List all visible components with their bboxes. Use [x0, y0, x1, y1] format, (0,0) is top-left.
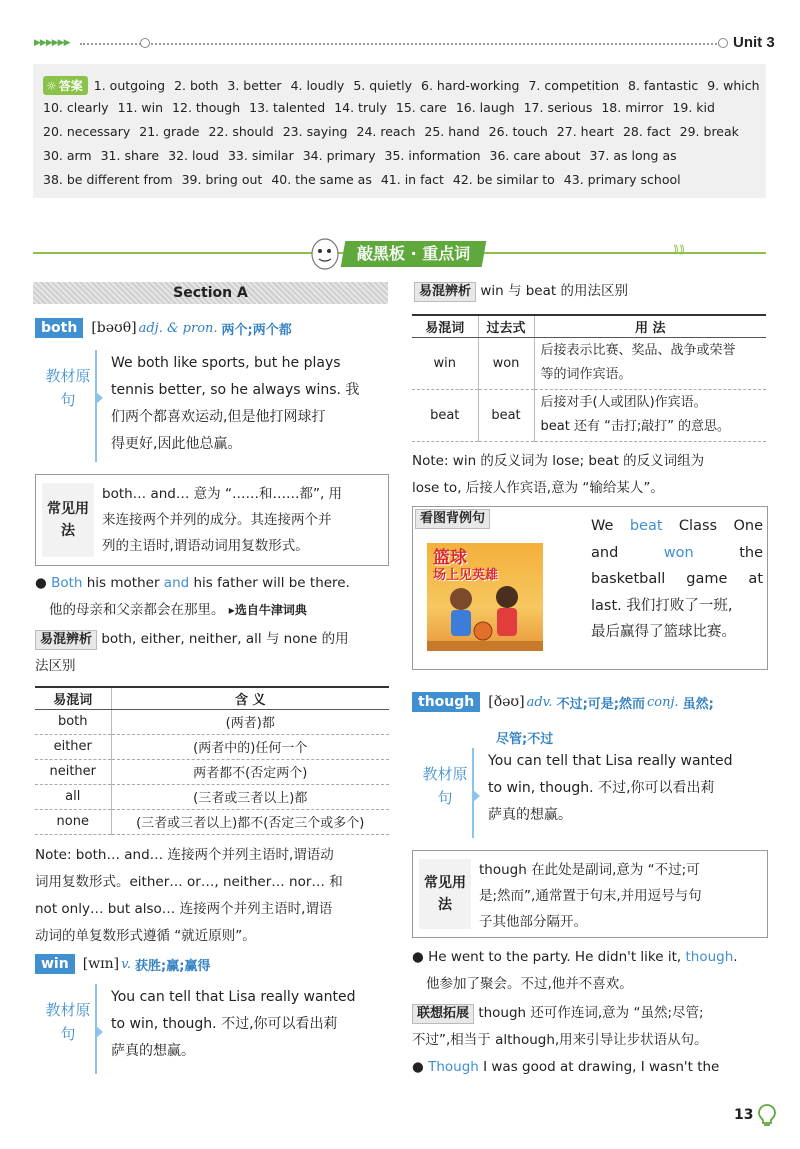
table-cell: either [35, 734, 111, 759]
word-meaning: 虽然; [682, 696, 714, 712]
banner-title: 敲黑板 · 重点词 [341, 241, 487, 267]
table-cell: (三者或三者以上)都不(否定三个或多个) [111, 809, 389, 834]
word-meaning: 不过;可是;然而 [556, 696, 645, 712]
text-line: though 在此处是副词,意为 “不过;可 [479, 862, 700, 878]
part-of-speech: adj. & pron. [138, 320, 218, 336]
answer-badge-label: 答案 [58, 79, 83, 93]
word-tag: though [412, 692, 480, 712]
table-cell: win [412, 337, 478, 389]
answer-box [33, 64, 766, 198]
word-tag: win [35, 954, 75, 974]
textbook-sentence-win [41, 984, 386, 1074]
usage-text [94, 475, 348, 565]
answer-item: 35. information [384, 148, 481, 163]
answer-item: 9. which [707, 77, 760, 93]
example-though [412, 944, 768, 998]
header-dotted-rule [80, 43, 720, 45]
answer-line [43, 100, 758, 124]
textbook-text [474, 748, 732, 838]
example-cn: 他参加了聚会。不过,他并不喜欢。 [426, 976, 633, 992]
answer-item: 4. loudly [290, 77, 345, 93]
compare-tag: 易混辨析 [414, 282, 476, 302]
source-note: ▸选自牛津词典 [228, 603, 307, 617]
textbook-label: 教材原句 [41, 984, 97, 1074]
answer-item: 40. the same as [271, 172, 372, 187]
text-line: 词用复数形式。either… or…, neither… nor… 和 [35, 874, 343, 890]
lightbulb-icon: ☼ [46, 78, 57, 93]
table-row [35, 759, 389, 784]
table-row [412, 389, 766, 441]
table-cell: none [35, 809, 111, 834]
answer-item: 13. talented [249, 100, 326, 115]
table-cell: won [478, 337, 534, 389]
text-line: to win, though. 不过,你可以看出莉 [111, 1016, 338, 1032]
text-line: 列的主语时,谓语动词用复数形式。 [102, 538, 309, 554]
compare-table-win-beat [412, 314, 766, 442]
basketball-illustration [427, 543, 543, 651]
word-heading-though [412, 692, 768, 712]
section-banner [33, 234, 766, 274]
table-cell: (三者或三者以上)都 [111, 784, 389, 809]
answer-line [43, 76, 758, 100]
answer-item: 5. quietly [353, 77, 413, 93]
unit-label: Unit 3 [733, 34, 775, 51]
table-cell: beat [412, 389, 478, 441]
table-header-cell: 含 义 [111, 687, 389, 709]
compare-title-cont: 法区别 [35, 658, 76, 674]
answer-badge [43, 76, 88, 95]
table-cell: 后接对手(人或团队)作宾语。 beat 还有 “击打;敲打” 的意思。 [534, 389, 766, 441]
text-line: 最后赢得了篮球比赛。 [591, 624, 736, 640]
players-illustration [427, 583, 543, 651]
table-row [35, 809, 389, 834]
text-line: 们两个都喜欢运动,但是他打网球打 [111, 409, 326, 425]
textbook-sentence-though [418, 748, 768, 838]
answer-item: 27. heart [556, 124, 614, 139]
text-line: though 还可作连词,意为 “虽然;尽管; [478, 1005, 704, 1021]
text-line: both… and… 意为 “……和……都”, 用 [102, 486, 343, 502]
example-en: ● Both his mother and his father will be there. [35, 575, 350, 591]
answer-item: 22. should [208, 124, 274, 139]
mascot-icon [308, 234, 342, 272]
text-line: 动词的单复数形式遵循 “就近原则”。 [35, 928, 256, 944]
table-row [35, 784, 389, 809]
answer-item: 1. outgoing [93, 77, 166, 93]
phonetic: [ðəʊ] [488, 694, 525, 710]
table-header [35, 687, 389, 709]
answer-item: 33. similar [227, 148, 294, 163]
text-line: tennis better, so he always wins. 我 [111, 382, 360, 398]
text-line: We beat Class One [591, 518, 763, 534]
answer-item: 20. necessary [43, 124, 131, 139]
usage-label: 常见用法 [42, 483, 94, 557]
word-meaning: 获胜;赢;赢得 [135, 958, 211, 974]
answer-item: 36. care about [489, 148, 581, 163]
text-line: Note: both… and… 连接两个并列主语时,谓语动 [35, 847, 334, 863]
header-circle-decoration [140, 38, 150, 48]
answer-item: 38. be different from [43, 172, 173, 187]
text-line: You can tell that Lisa really wanted [488, 753, 733, 769]
association-though [412, 1000, 768, 1081]
answer-item: 15. care [395, 100, 447, 115]
table-header-cell: 过去式 [478, 315, 534, 337]
compare-tag: 易混辨析 [35, 630, 97, 650]
text-line: to win, though. 不过,你可以看出莉 [488, 780, 715, 796]
text-line: 不过”,相当于 although,用来引导让步状语从句。 [412, 1032, 708, 1048]
part-of-speech: v. [121, 956, 132, 972]
answer-item: 43. primary school [563, 172, 681, 187]
table-header [412, 315, 766, 337]
example-cn: 他的母亲和父亲都会在那里。 ▸选自牛津词典 [49, 602, 307, 618]
answer-item: 24. reach [356, 124, 416, 139]
table-cell: 后接表示比赛、奖品、战争或荣誉 等的词作宾语。 [534, 337, 766, 389]
answer-item: 25. hand [424, 124, 480, 139]
part-of-speech: adv. [526, 694, 553, 710]
answer-item: 8. fantastic [628, 77, 699, 93]
word-heading-both [35, 318, 292, 338]
text-line: We both like sports, but he plays [111, 355, 341, 371]
textbook-text [97, 350, 359, 462]
part-of-speech: conj. [646, 694, 679, 710]
common-usage-both [35, 474, 389, 566]
answer-item: 21. grade [139, 124, 200, 139]
example-en: ● Though I was good at drawing, I wasn't the [412, 1059, 720, 1075]
table-header-cell: 易混词 [35, 687, 111, 709]
answer-item: 2. both [174, 77, 219, 93]
table-cell: neither [35, 759, 111, 784]
table-cell: (两者)都 [111, 709, 389, 734]
association-tag: 联想拓展 [412, 1004, 474, 1024]
answer-item: 26. touch [488, 124, 548, 139]
text-line: 萨真的想赢。 [111, 1043, 195, 1059]
textbook-label: 教材原句 [41, 350, 97, 462]
textbook-label: 教材原句 [418, 748, 474, 838]
answer-item: 23. saying [282, 124, 348, 139]
text-line: lose to, 后接人作宾语,意为 “输给某人”。 [412, 480, 664, 496]
text-line: 是;然而”,通常置于句末,并用逗号与句 [479, 888, 702, 904]
common-usage-though [412, 850, 768, 938]
chevron-right-icon: ⟫⟫ [673, 243, 686, 256]
header-circle-decoration [718, 38, 728, 48]
text-line: 萨真的想赢。 [488, 807, 572, 823]
compare-title: both, either, neither, all 与 none 的用 [101, 631, 349, 647]
answer-item: 17. serious [523, 100, 593, 115]
answer-line [43, 124, 758, 148]
text-line: 来连接两个并列的成分。其连接两个并 [102, 512, 332, 528]
text-line: You can tell that Lisa really wanted [111, 989, 356, 1005]
answer-item: 19. kid [672, 100, 715, 115]
answer-item: 28. fact [622, 124, 671, 139]
table-row [35, 709, 389, 734]
table-header-cell: 用 法 [534, 315, 766, 337]
text-line: last. 我们打败了一班, [591, 597, 733, 614]
example-en: ● He went to the party. He didn't like it, though. [412, 949, 738, 965]
compare-both [35, 626, 390, 680]
answer-item: 37. as long as [589, 148, 677, 163]
answer-item: 11. win [117, 100, 164, 115]
textbook-text [97, 984, 355, 1074]
word-meaning: 两个;两个都 [221, 322, 292, 338]
textbook-sentence-both [41, 350, 386, 462]
answer-item: 34. primary [302, 148, 376, 163]
note-both [35, 842, 390, 950]
answer-item: 31. share [100, 148, 160, 163]
note-win-beat [412, 448, 767, 502]
example-both [35, 570, 390, 624]
word-meaning: 尽管;不过 [496, 732, 554, 747]
answer-item: 12. though [172, 100, 241, 115]
answer-item: 14. truly [334, 100, 387, 115]
compare-title: win 与 beat 的用法区别 [480, 283, 628, 299]
table-row [412, 337, 766, 389]
table-header-cell: 易混词 [412, 315, 478, 337]
picture-sentence [591, 513, 763, 646]
text-line: 得更好,因此他总赢。 [111, 436, 242, 452]
answer-item: 29. break [679, 124, 739, 139]
answer-item: 7. competition [528, 77, 619, 93]
answer-item: 16. laugh [455, 100, 515, 115]
usage-text [471, 851, 708, 937]
answer-line [43, 148, 758, 172]
table-cell: all [35, 784, 111, 809]
table-cell: both [35, 709, 111, 734]
picture-tag: 看图背例句 [415, 509, 490, 529]
answer-item: 42. be similar to [452, 172, 555, 187]
answer-item: 32. loud [168, 148, 219, 163]
text-line: 子其他部分隔开。 [479, 914, 587, 930]
answer-line [43, 172, 758, 196]
compare-win-beat [414, 278, 769, 305]
compare-table-both [35, 686, 389, 835]
header-arrow-decoration: ▶▶▶▶▶▶ [34, 38, 70, 48]
answer-item: 3. better [227, 77, 282, 93]
lightbulb-icon [758, 1104, 776, 1126]
picture-caption: 篮球 场上见英雄 [433, 548, 499, 583]
page-number: 13 [734, 1104, 776, 1126]
page-header [0, 0, 800, 60]
answer-item: 10. clearly [43, 100, 109, 115]
answer-item: 39. bring out [181, 172, 263, 187]
answer-item: 6. hard-working [421, 77, 520, 93]
picture-example-box [412, 506, 768, 670]
table-cell: 两者都不(否定两个) [111, 759, 389, 784]
answer-item: 30. arm [43, 148, 92, 163]
section-title: Section A [33, 282, 388, 304]
phonetic: [wɪn] [82, 956, 120, 972]
text-line: Note: win 的反义词为 lose; beat 的反义词组为 [412, 453, 705, 469]
left-column [33, 282, 388, 1059]
table-row [35, 734, 389, 759]
usage-label: 常见用法 [419, 859, 471, 929]
text-line: and won the [591, 544, 763, 561]
word-tag: both [35, 318, 83, 338]
text-line: basketball game at [591, 571, 763, 587]
table-cell: (两者中的)任何一个 [111, 734, 389, 759]
phonetic: [bəʊθ] [91, 320, 137, 336]
answer-item: 18. mirror [601, 100, 664, 115]
text-line: not only… but also… 连接两个并列主语时,谓语 [35, 901, 333, 917]
word-heading-win [35, 954, 210, 974]
answer-item: 41. in fact [380, 172, 444, 187]
table-cell: beat [478, 389, 534, 441]
